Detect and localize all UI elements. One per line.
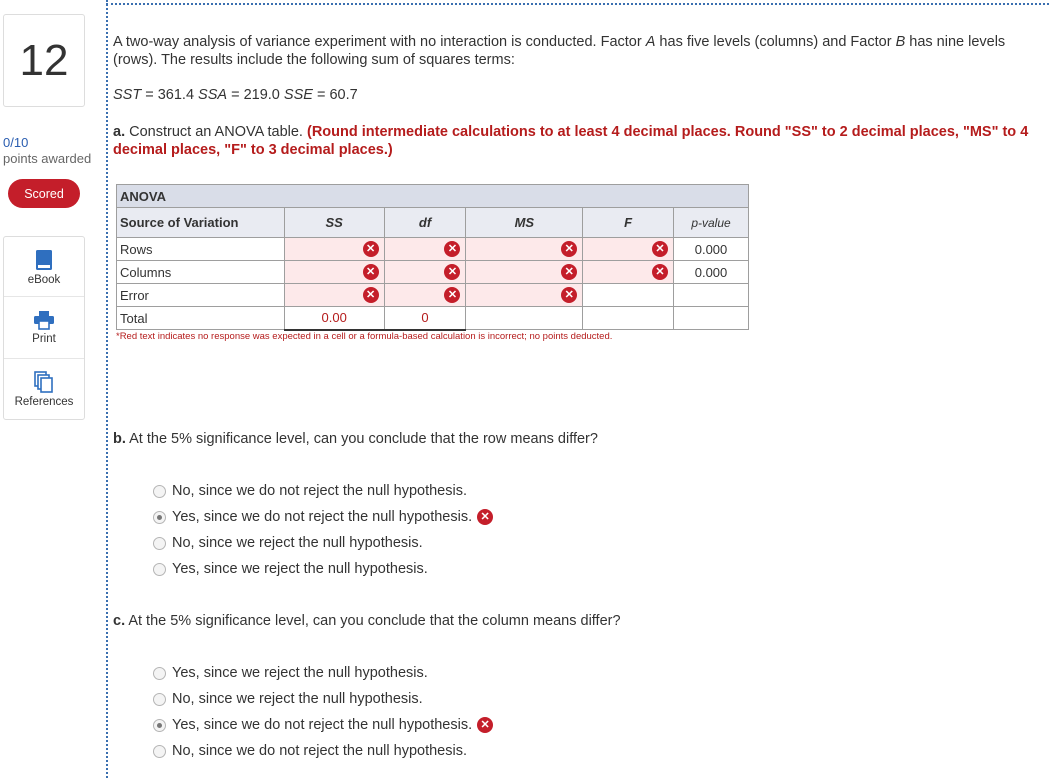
radio-button-selected[interactable] <box>153 719 166 732</box>
incorrect-icon: ✕ <box>444 287 460 303</box>
references-button[interactable] <box>4 371 84 408</box>
total-ss: 0.00 <box>284 307 384 330</box>
sst-value: = 361.4 <box>141 87 199 103</box>
part-b-question <box>113 431 598 447</box>
part-c-text: At the 5% significance level, can you conclude that the column means differ? <box>125 613 621 629</box>
radio-button[interactable] <box>153 537 166 550</box>
header-source: Source of Variation <box>117 208 285 238</box>
incorrect-icon: ✕ <box>652 264 668 280</box>
print-label: Print <box>32 333 56 345</box>
intro-text: has five levels (columns) and Factor <box>655 34 896 50</box>
factor-b: B <box>895 34 906 50</box>
incorrect-icon: ✕ <box>561 241 577 257</box>
incorrect-icon: ✕ <box>477 509 493 525</box>
sse-label: SSE <box>283 87 313 103</box>
columns-ss-input[interactable] <box>284 261 384 284</box>
points-label: points awarded <box>3 151 92 166</box>
scored-badge: Scored <box>8 179 80 208</box>
option-label: No, since we reject the null hypothesis. <box>172 691 423 707</box>
part-c-label: c. <box>113 613 126 629</box>
rows-pvalue: 0.000 <box>674 238 749 261</box>
radio-button[interactable] <box>153 563 166 576</box>
header-f: F <box>583 208 674 238</box>
header-ss: SS <box>284 208 384 238</box>
header-ms: MS <box>466 208 583 238</box>
intro-text: A two-way analysis of variance experiment with no interaction is conducted. Factor <box>113 34 646 50</box>
sse-value: = 60.7 <box>312 87 358 103</box>
points-display <box>3 135 91 167</box>
radio-button[interactable] <box>153 745 166 758</box>
table-row <box>117 261 749 284</box>
option-label: No, since we do not reject the null hypothesis. <box>172 483 467 499</box>
part-a-label: a. <box>113 124 126 140</box>
incorrect-icon: ✕ <box>363 264 379 280</box>
ssa-value: = 219.0 <box>227 87 284 103</box>
part-c-option[interactable] <box>153 743 467 759</box>
header-pvalue: p-value <box>674 208 749 238</box>
incorrect-icon: ✕ <box>477 717 493 733</box>
book-icon <box>35 249 53 271</box>
red-text-note: *Red text indicates no response was expected in a cell or a formula-based calculation is incorrect; no points deducted. <box>116 331 613 342</box>
rows-df-input[interactable] <box>384 238 466 261</box>
columns-df-input[interactable] <box>384 261 466 284</box>
incorrect-icon: ✕ <box>363 287 379 303</box>
error-ms-input[interactable] <box>466 284 583 307</box>
row-label-rows: Rows <box>117 238 285 261</box>
table-row <box>117 238 749 261</box>
radio-button[interactable] <box>153 485 166 498</box>
question-number: 12 <box>3 14 85 107</box>
total-df: 0 <box>384 307 466 330</box>
rows-f-input[interactable] <box>583 238 674 261</box>
header-df: df <box>384 208 466 238</box>
anova-table <box>116 184 749 331</box>
content-border-left <box>106 0 108 778</box>
radio-button[interactable] <box>153 693 166 706</box>
part-b-option[interactable] <box>153 535 423 551</box>
incorrect-icon: ✕ <box>652 241 668 257</box>
intro-text: has nine levels (rows). The results include the following sum of squares terms: <box>113 34 1006 68</box>
part-b-option-selected[interactable] <box>153 509 493 525</box>
incorrect-icon: ✕ <box>444 264 460 280</box>
part-c-option[interactable] <box>153 665 428 681</box>
error-ss-input[interactable] <box>284 284 384 307</box>
empty-cell <box>674 307 749 330</box>
radio-button[interactable] <box>153 667 166 680</box>
part-c-option[interactable] <box>153 691 423 707</box>
references-icon <box>34 371 54 393</box>
part-b-option[interactable] <box>153 561 428 577</box>
table-row <box>117 284 749 307</box>
tools-panel <box>3 236 85 420</box>
tool-divider <box>4 358 84 359</box>
empty-cell <box>466 307 583 330</box>
row-label-total: Total <box>117 307 285 330</box>
problem-statement <box>113 33 1041 69</box>
option-label: Yes, since we reject the null hypothesis. <box>172 665 428 681</box>
part-c-option-selected[interactable] <box>153 717 493 733</box>
ebook-button[interactable] <box>4 249 84 286</box>
tool-divider <box>4 296 84 297</box>
columns-ms-input[interactable] <box>466 261 583 284</box>
part-c-question <box>113 613 621 629</box>
references-label: References <box>14 396 74 408</box>
print-button[interactable] <box>4 310 84 345</box>
option-label: No, since we reject the null hypothesis. <box>172 535 423 551</box>
option-label: No, since we do not reject the null hypothesis. <box>172 743 467 759</box>
empty-cell <box>583 307 674 330</box>
rounding-instruction: (Round intermediate calculations to at least 4 decimal places. Round "SS" to 2 decimal places, "MS" to 4 decimal places, "F" to 3 decimal places.) <box>113 124 1029 158</box>
incorrect-icon: ✕ <box>561 287 577 303</box>
part-b-option[interactable] <box>153 483 467 499</box>
content-border-top <box>106 3 1049 5</box>
empty-cell <box>674 284 749 307</box>
sst-label: SST <box>113 87 142 103</box>
printer-icon <box>33 310 55 330</box>
anova-title: ANOVA <box>117 185 749 208</box>
columns-f-input[interactable] <box>583 261 674 284</box>
empty-cell <box>583 284 674 307</box>
part-a-text: Construct an ANOVA table. <box>125 124 307 140</box>
row-label-columns: Columns <box>117 261 285 284</box>
part-b-label: b. <box>113 431 126 447</box>
rows-ms-input[interactable] <box>466 238 583 261</box>
incorrect-icon: ✕ <box>561 264 577 280</box>
part-b-text: At the 5% significance level, can you conclude that the row means differ? <box>125 431 598 447</box>
incorrect-icon: ✕ <box>363 241 379 257</box>
table-row <box>117 307 749 330</box>
option-label: Yes, since we reject the null hypothesis. <box>172 561 428 577</box>
sum-of-squares-values <box>113 87 358 103</box>
radio-button-selected[interactable] <box>153 511 166 524</box>
columns-pvalue: 0.000 <box>674 261 749 284</box>
row-label-error: Error <box>117 284 285 307</box>
incorrect-icon: ✕ <box>444 241 460 257</box>
part-a-prompt <box>113 123 1043 159</box>
ssa-label: SSA <box>198 87 228 103</box>
rows-ss-input[interactable] <box>284 238 384 261</box>
error-df-input[interactable] <box>384 284 466 307</box>
option-label: Yes, since we do not reject the null hypothesis. <box>172 509 473 525</box>
ebook-label: eBook <box>27 274 61 286</box>
option-label: Yes, since we do not reject the null hypothesis. <box>172 717 473 733</box>
score-value: 0/10 <box>3 135 29 150</box>
factor-a: A <box>645 34 656 50</box>
